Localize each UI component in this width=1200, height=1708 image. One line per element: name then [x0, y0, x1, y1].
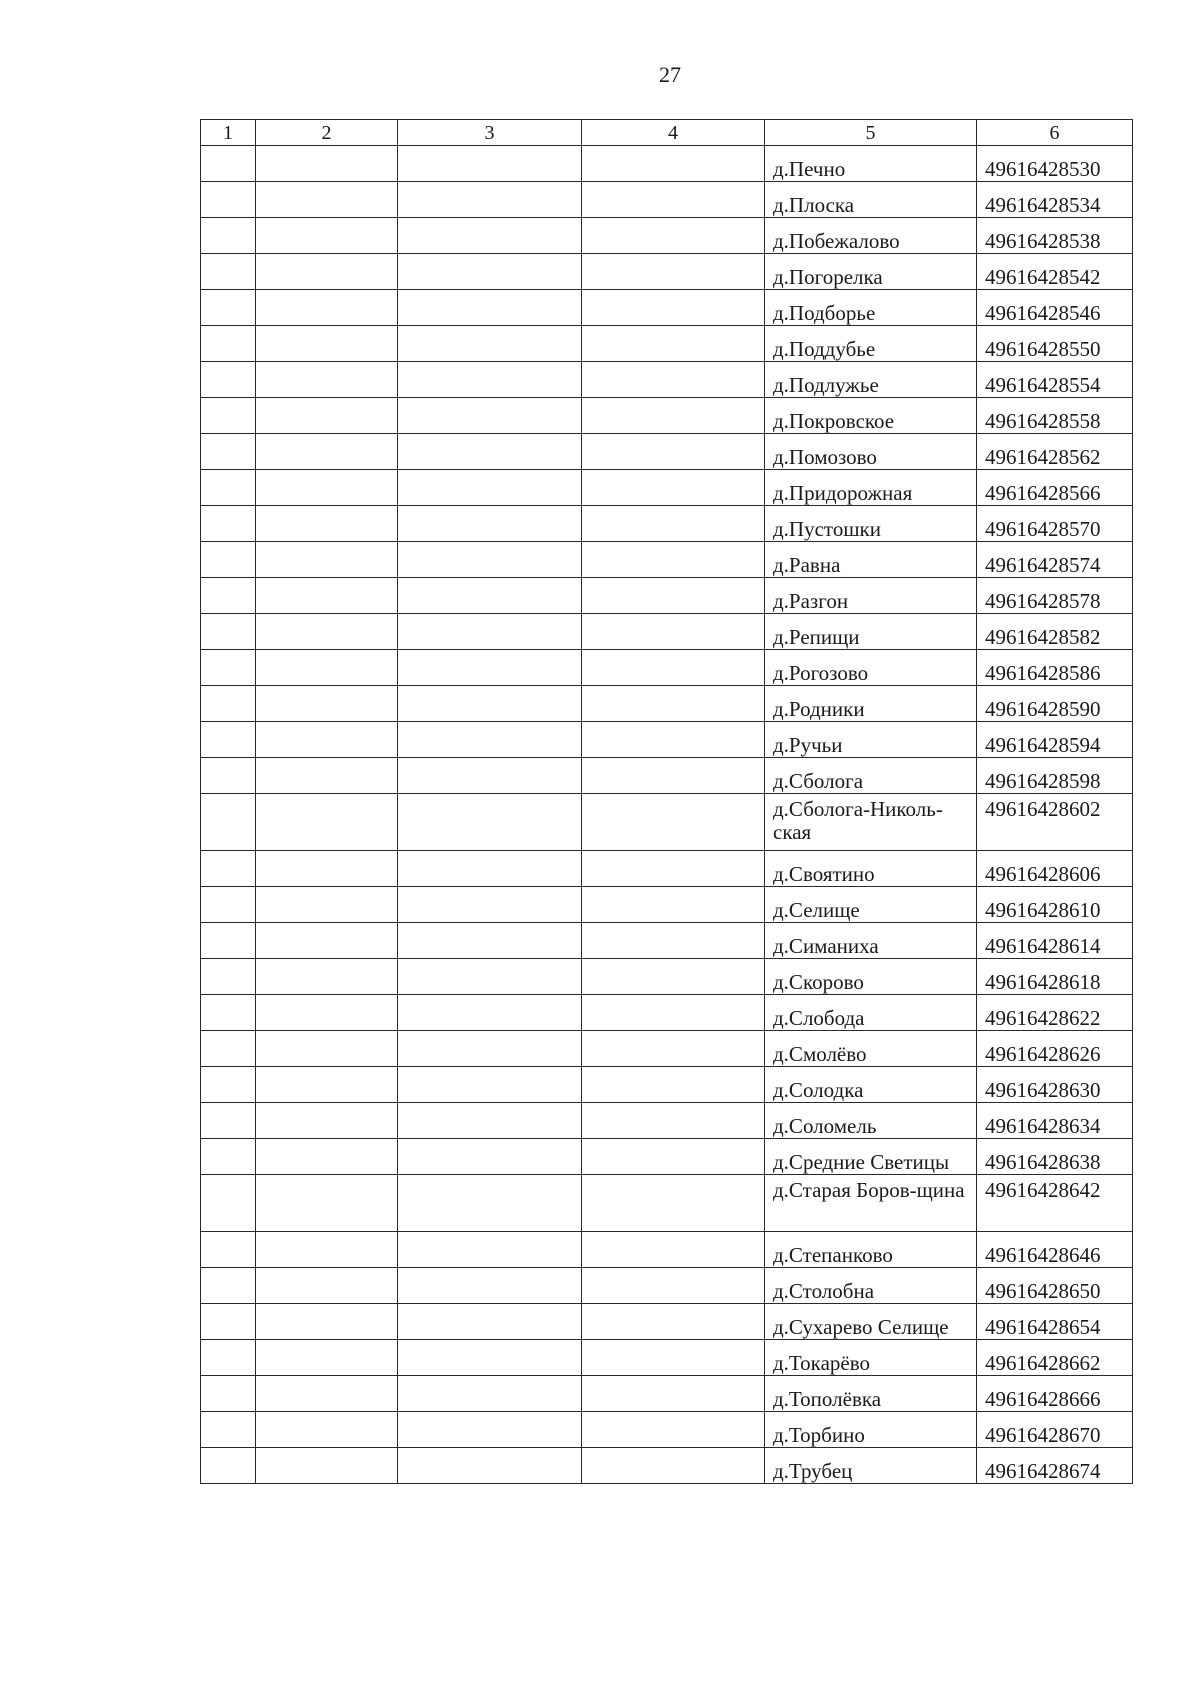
empty-cell-col-1 [201, 923, 256, 959]
settlement-code: 49616428594 [977, 722, 1133, 758]
empty-cell-col-4 [582, 254, 765, 290]
empty-cell-col-4 [582, 1304, 765, 1340]
table-row [201, 146, 1133, 182]
empty-cell-col-1 [201, 1139, 256, 1175]
empty-cell-col-3 [398, 794, 582, 851]
settlement-name: д.Солодка [765, 1067, 977, 1103]
empty-cell-col-1 [201, 470, 256, 506]
empty-cell-col-2 [256, 326, 398, 362]
empty-cell-col-4 [582, 1103, 765, 1139]
empty-cell-col-4 [582, 794, 765, 851]
settlement-name: д.Плоска [765, 182, 977, 218]
empty-cell-col-1 [201, 794, 256, 851]
empty-cell-col-1 [201, 1103, 256, 1139]
empty-cell-col-2 [256, 506, 398, 542]
settlement-name: д.Побежалово [765, 218, 977, 254]
empty-cell-col-1 [201, 398, 256, 434]
settlement-name: д.Сболога-Николь-ская [765, 794, 977, 851]
table-row [201, 1304, 1133, 1340]
empty-cell-col-3 [398, 218, 582, 254]
table-row [201, 542, 1133, 578]
empty-cell-col-3 [398, 1448, 582, 1484]
table-row [201, 758, 1133, 794]
empty-cell-col-4 [582, 758, 765, 794]
empty-cell-col-4 [582, 470, 765, 506]
settlement-code: 49616428590 [977, 686, 1133, 722]
table-row [201, 1340, 1133, 1376]
settlement-code: 49616428602 [977, 794, 1133, 851]
empty-cell-col-4 [582, 1232, 765, 1268]
table-row [201, 851, 1133, 887]
column-header-3: 3 [398, 120, 582, 146]
empty-cell-col-1 [201, 254, 256, 290]
table-row [201, 1412, 1133, 1448]
empty-cell-col-2 [256, 470, 398, 506]
settlement-code: 49616428570 [977, 506, 1133, 542]
empty-cell-col-1 [201, 542, 256, 578]
settlement-name: д.Погорелка [765, 254, 977, 290]
table-row [201, 1103, 1133, 1139]
settlement-code: 49616428566 [977, 470, 1133, 506]
settlement-code: 49616428618 [977, 959, 1133, 995]
table-row [201, 995, 1133, 1031]
table-row [201, 1232, 1133, 1268]
column-header-6: 6 [977, 120, 1133, 146]
empty-cell-col-2 [256, 1412, 398, 1448]
settlement-code: 49616428574 [977, 542, 1133, 578]
empty-cell-col-1 [201, 326, 256, 362]
empty-cell-col-2 [256, 1232, 398, 1268]
table-row [201, 686, 1133, 722]
empty-cell-col-4 [582, 614, 765, 650]
table-row [201, 506, 1133, 542]
settlement-code: 49616428666 [977, 1376, 1133, 1412]
empty-cell-col-1 [201, 686, 256, 722]
settlement-name: д.Сбологa [765, 758, 977, 794]
settlement-code: 49616428654 [977, 1304, 1133, 1340]
empty-cell-col-1 [201, 434, 256, 470]
empty-cell-col-1 [201, 182, 256, 218]
settlement-code: 49616428626 [977, 1031, 1133, 1067]
empty-cell-col-3 [398, 1268, 582, 1304]
settlement-name: д.Селище [765, 887, 977, 923]
empty-cell-col-4 [582, 398, 765, 434]
settlement-code: 49616428642 [977, 1175, 1133, 1232]
empty-cell-col-1 [201, 1031, 256, 1067]
column-header-5: 5 [765, 120, 977, 146]
empty-cell-col-1 [201, 758, 256, 794]
empty-cell-col-2 [256, 146, 398, 182]
empty-cell-col-3 [398, 686, 582, 722]
empty-cell-col-1 [201, 1304, 256, 1340]
empty-cell-col-4 [582, 650, 765, 686]
empty-cell-col-4 [582, 851, 765, 887]
table-row [201, 794, 1133, 851]
settlement-name: д.Средние Светицы [765, 1139, 977, 1175]
empty-cell-col-3 [398, 1232, 582, 1268]
empty-cell-col-1 [201, 887, 256, 923]
table-row [201, 1268, 1133, 1304]
empty-cell-col-2 [256, 182, 398, 218]
empty-cell-col-4 [582, 887, 765, 923]
table-row [201, 887, 1133, 923]
table-row [201, 182, 1133, 218]
empty-cell-col-4 [582, 146, 765, 182]
table-row [201, 1448, 1133, 1484]
column-header-1: 1 [201, 120, 256, 146]
empty-cell-col-2 [256, 650, 398, 686]
settlement-name: д.Подборье [765, 290, 977, 326]
empty-cell-col-4 [582, 182, 765, 218]
settlement-code: 49616428622 [977, 995, 1133, 1031]
empty-cell-col-4 [582, 326, 765, 362]
settlement-code: 49616428530 [977, 146, 1133, 182]
empty-cell-col-2 [256, 1268, 398, 1304]
table-row [201, 959, 1133, 995]
settlement-code: 49616428670 [977, 1412, 1133, 1448]
empty-cell-col-2 [256, 722, 398, 758]
settlement-name: д.Старая Боров-щина [765, 1175, 977, 1232]
empty-cell-col-3 [398, 923, 582, 959]
empty-cell-col-2 [256, 398, 398, 434]
table-row [201, 1031, 1133, 1067]
empty-cell-col-1 [201, 959, 256, 995]
settlement-code: 49616428650 [977, 1268, 1133, 1304]
settlement-name: д.Придорожная [765, 470, 977, 506]
settlement-name: д.Торбино [765, 1412, 977, 1448]
empty-cell-col-3 [398, 1412, 582, 1448]
settlement-name: д.Подлужье [765, 362, 977, 398]
settlement-code: 49616428634 [977, 1103, 1133, 1139]
table-row [201, 923, 1133, 959]
empty-cell-col-2 [256, 542, 398, 578]
empty-cell-col-2 [256, 758, 398, 794]
empty-cell-col-1 [201, 1340, 256, 1376]
settlement-code: 49616428546 [977, 290, 1133, 326]
settlement-name: д.Столобна [765, 1268, 977, 1304]
empty-cell-col-3 [398, 506, 582, 542]
settlement-code: 49616428582 [977, 614, 1133, 650]
settlement-name: д.Скорово [765, 959, 977, 995]
empty-cell-col-2 [256, 1340, 398, 1376]
empty-cell-col-3 [398, 1031, 582, 1067]
empty-cell-col-4 [582, 1340, 765, 1376]
empty-cell-col-4 [582, 578, 765, 614]
empty-cell-col-1 [201, 722, 256, 758]
empty-cell-col-2 [256, 254, 398, 290]
empty-cell-col-1 [201, 1175, 256, 1232]
settlement-code: 49616428630 [977, 1067, 1133, 1103]
table-row [201, 1067, 1133, 1103]
settlement-code: 49616428534 [977, 182, 1133, 218]
empty-cell-col-1 [201, 650, 256, 686]
table-header-row [201, 120, 1133, 146]
settlement-name: д.Ручьи [765, 722, 977, 758]
table-row [201, 1139, 1133, 1175]
settlement-name: д.Помозово [765, 434, 977, 470]
empty-cell-col-3 [398, 1103, 582, 1139]
empty-cell-col-2 [256, 362, 398, 398]
empty-cell-col-4 [582, 1175, 765, 1232]
settlement-name: д.Покровское [765, 398, 977, 434]
empty-cell-col-3 [398, 290, 582, 326]
empty-cell-col-1 [201, 851, 256, 887]
empty-cell-col-2 [256, 614, 398, 650]
settlement-code: 49616428646 [977, 1232, 1133, 1268]
empty-cell-col-2 [256, 1139, 398, 1175]
empty-cell-col-2 [256, 1103, 398, 1139]
empty-cell-col-1 [201, 290, 256, 326]
page-number: 27 [659, 62, 681, 87]
settlement-name: д.Смолёво [765, 1031, 977, 1067]
settlement-name: д.Поддубье [765, 326, 977, 362]
table-row [201, 218, 1133, 254]
settlement-code: 49616428542 [977, 254, 1133, 290]
settlement-name: д.Репищи [765, 614, 977, 650]
empty-cell-col-1 [201, 614, 256, 650]
empty-cell-col-3 [398, 614, 582, 650]
empty-cell-col-3 [398, 434, 582, 470]
settlement-name: д.Токарёво [765, 1340, 977, 1376]
settlement-name: д.Пустошки [765, 506, 977, 542]
empty-cell-col-3 [398, 362, 582, 398]
settlement-name: д.Сухарево Селище [765, 1304, 977, 1340]
empty-cell-col-2 [256, 1376, 398, 1412]
empty-cell-col-4 [582, 722, 765, 758]
table-row [201, 614, 1133, 650]
table-row [201, 1175, 1133, 1232]
table-row [201, 434, 1133, 470]
settlement-code: 49616428586 [977, 650, 1133, 686]
empty-cell-col-3 [398, 1304, 582, 1340]
empty-cell-col-3 [398, 578, 582, 614]
empty-cell-col-1 [201, 146, 256, 182]
empty-cell-col-3 [398, 542, 582, 578]
table-row [201, 1376, 1133, 1412]
empty-cell-col-4 [582, 362, 765, 398]
settlement-name: д.Степанково [765, 1232, 977, 1268]
empty-cell-col-1 [201, 506, 256, 542]
empty-cell-col-3 [398, 254, 582, 290]
empty-cell-col-3 [398, 722, 582, 758]
table-row [201, 578, 1133, 614]
empty-cell-col-2 [256, 794, 398, 851]
empty-cell-col-2 [256, 923, 398, 959]
settlement-code: 49616428550 [977, 326, 1133, 362]
empty-cell-col-2 [256, 1031, 398, 1067]
empty-cell-col-2 [256, 887, 398, 923]
table-row [201, 254, 1133, 290]
empty-cell-col-2 [256, 218, 398, 254]
empty-cell-col-1 [201, 218, 256, 254]
settlement-code: 49616428578 [977, 578, 1133, 614]
settlement-code: 49616428598 [977, 758, 1133, 794]
empty-cell-col-2 [256, 578, 398, 614]
empty-cell-col-4 [582, 290, 765, 326]
empty-cell-col-1 [201, 1232, 256, 1268]
table-row [201, 326, 1133, 362]
empty-cell-col-1 [201, 578, 256, 614]
empty-cell-col-3 [398, 995, 582, 1031]
empty-cell-col-1 [201, 1376, 256, 1412]
empty-cell-col-2 [256, 1175, 398, 1232]
settlement-code: 49616428562 [977, 434, 1133, 470]
empty-cell-col-4 [582, 995, 765, 1031]
table-row [201, 722, 1133, 758]
settlement-name: д.Трубец [765, 1448, 977, 1484]
settlement-code: 49616428662 [977, 1340, 1133, 1376]
settlement-name: д.Печно [765, 146, 977, 182]
settlement-name: д.Разгон [765, 578, 977, 614]
column-header-2: 2 [256, 120, 398, 146]
empty-cell-col-1 [201, 1268, 256, 1304]
empty-cell-col-2 [256, 686, 398, 722]
settlement-name: д.Равна [765, 542, 977, 578]
empty-cell-col-4 [582, 542, 765, 578]
table-row [201, 290, 1133, 326]
empty-cell-col-3 [398, 326, 582, 362]
settlement-code: 49616428674 [977, 1448, 1133, 1484]
empty-cell-col-3 [398, 470, 582, 506]
empty-cell-col-1 [201, 362, 256, 398]
table-row [201, 470, 1133, 506]
settlements-table [200, 119, 1133, 1484]
empty-cell-col-2 [256, 851, 398, 887]
settlement-code: 49616428538 [977, 218, 1133, 254]
table-row [201, 650, 1133, 686]
empty-cell-col-3 [398, 1376, 582, 1412]
settlement-name: д.Слобода [765, 995, 977, 1031]
empty-cell-col-2 [256, 1067, 398, 1103]
empty-cell-col-1 [201, 1448, 256, 1484]
empty-cell-col-2 [256, 1448, 398, 1484]
table-row [201, 398, 1133, 434]
empty-cell-col-2 [256, 995, 398, 1031]
empty-cell-col-4 [582, 434, 765, 470]
empty-cell-col-3 [398, 959, 582, 995]
empty-cell-col-3 [398, 1175, 582, 1232]
empty-cell-col-2 [256, 434, 398, 470]
settlement-code: 49616428558 [977, 398, 1133, 434]
empty-cell-col-4 [582, 923, 765, 959]
settlement-code: 49616428554 [977, 362, 1133, 398]
empty-cell-col-3 [398, 1340, 582, 1376]
empty-cell-col-3 [398, 1139, 582, 1175]
empty-cell-col-3 [398, 650, 582, 686]
empty-cell-col-1 [201, 1067, 256, 1103]
settlement-name: д.Тополёвка [765, 1376, 977, 1412]
empty-cell-col-2 [256, 959, 398, 995]
empty-cell-col-4 [582, 1031, 765, 1067]
table-body [201, 120, 1133, 1484]
settlement-name: д.Рогозово [765, 650, 977, 686]
empty-cell-col-4 [582, 1268, 765, 1304]
settlement-name: д.Симаниха [765, 923, 977, 959]
settlement-code: 49616428606 [977, 851, 1133, 887]
empty-cell-col-1 [201, 995, 256, 1031]
empty-cell-col-3 [398, 398, 582, 434]
empty-cell-col-4 [582, 506, 765, 542]
column-header-4: 4 [582, 120, 765, 146]
empty-cell-col-3 [398, 1067, 582, 1103]
empty-cell-col-3 [398, 887, 582, 923]
empty-cell-col-4 [582, 218, 765, 254]
empty-cell-col-3 [398, 758, 582, 794]
empty-cell-col-4 [582, 1139, 765, 1175]
settlement-code: 49616428614 [977, 923, 1133, 959]
empty-cell-col-4 [582, 1412, 765, 1448]
table-row [201, 362, 1133, 398]
empty-cell-col-3 [398, 851, 582, 887]
settlement-code: 49616428610 [977, 887, 1133, 923]
settlement-name: д.Родники [765, 686, 977, 722]
empty-cell-col-2 [256, 1304, 398, 1340]
empty-cell-col-1 [201, 1412, 256, 1448]
empty-cell-col-2 [256, 290, 398, 326]
empty-cell-col-3 [398, 146, 582, 182]
empty-cell-col-4 [582, 959, 765, 995]
empty-cell-col-4 [582, 1376, 765, 1412]
empty-cell-col-3 [398, 182, 582, 218]
settlement-name: д.Своятино [765, 851, 977, 887]
settlement-name: д.Соломель [765, 1103, 977, 1139]
empty-cell-col-4 [582, 1448, 765, 1484]
empty-cell-col-4 [582, 686, 765, 722]
settlement-code: 49616428638 [977, 1139, 1133, 1175]
empty-cell-col-4 [582, 1067, 765, 1103]
